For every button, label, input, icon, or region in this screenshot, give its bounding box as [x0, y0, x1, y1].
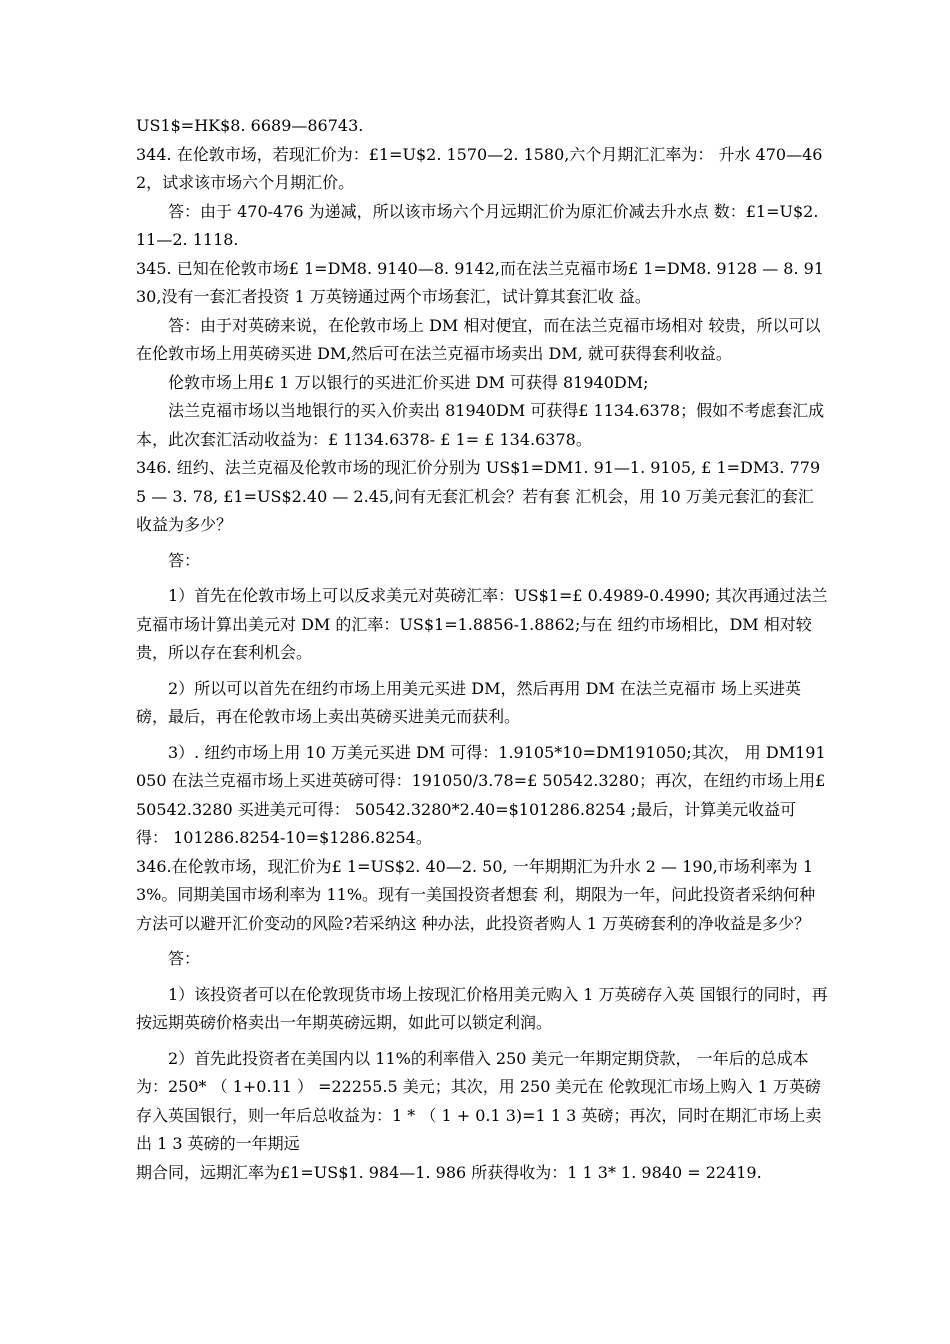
paragraph-1: US1$=HK$8. 6689—86743. [136, 116, 364, 135]
answer-346a-label: 答： [168, 550, 201, 570]
answer-346b-step-1: 1）该投资者可以在伦敦现货市场上按现汇价格用美元购入 1 万英磅存入英 国银行的同时，再按远期英磅价格卖出一年期英磅远期，如此可以锁定利润。 [136, 984, 828, 1032]
question-344: 344. 在伦敦市场，若现汇价为：£1=U$2. 1570—2. 1580,六个月期汇汇率为： 升水 470—462，试求该市场六个月期汇价。 [136, 144, 823, 192]
answer-346a-step-3: 3）. 纽约市场上用 10 万美元买进 DM 可得：1.9105*10=DM191050;其次， 用 DM191050 在法兰克福市场上买进英磅可得：191050/3.78=£ 50542.3280；再次，在纽约市场上用£ 50542.3280 买进美元可得： 50542.3280*2.40=$101286.8254 ;最后，计算美元收益可得： 101286.8254-10=$1286.8254。 [136, 742, 826, 847]
answer-344: 答：由于 470-476 为递减，所以该市场六个月远期汇价为原汇价减去升水点 数：£1=U$2. 11—2. 1118. [136, 201, 819, 249]
answer-345-step-2: 法兰克福市场以当地银行的买入价卖出 81940DM 可获得£ 1134.6378；假如不考虑套汇成本，此次套汇活动收益为：£ 1134.6378- £ 1= £ 134.6378。 [136, 401, 825, 449]
answer-345-step-1: 伦敦市场上用£ 1 万以银行的买进汇价买进 DM 可获得 81940DM; [168, 372, 649, 392]
answer-346b-label: 答： [168, 949, 201, 968]
question-345: 345. 已知在伦敦市场£ 1=DM8. 9140—8. 9142,而在法兰克福市场£ 1=DM8. 9128 — 8. 9130,没有一套汇者投资 1 万英镑通过两个市场套汇，试计算其套汇收 益。 [136, 258, 825, 306]
question-346a: 346. 纽约、法兰克福及伦敦市场的现汇价分别为 US$1=DM1. 91—1. 9105, £ 1=DM3. 7795 — 3. 78, £1=US$2.40 — 2.45,问有无套汇机会？若有套 汇机会，用 10 万美元套汇的套汇收益为多少？ [136, 458, 821, 534]
answer-346b-step-2: 2）首先此投资者在美国内以 11%的利率借入 250 美元一年期定期贷款， 一年后的总成本为：250* （ 1+0.11 ） =22255.5 美元；其次，用 250 美元在 伦敦现汇市场上购入 1 万英磅存入英国银行，则一年后总收益为：1 * （ 1 + 0.1 3)=1 1 3 英磅；再次，同时在期汇市场上卖出 1 3 英磅的一年期远 [136, 1048, 822, 1153]
answer-345-intro: 答：由于对英磅来说，在伦敦市场上 DM 相对便宜，而在法兰克福市场相对 较贵，所以可以在伦敦市场上用英磅买进 DM,然后可在法兰克福市场卖出 DM, 就可获得套利收益。 [136, 315, 821, 363]
question-346b: 346.在伦敦市场，现汇价为£ 1=US$2. 40—2. 50, 一年期期汇为升水 2 — 190,市场利率为 13%。同期美国市场利率为 11%。现有一美国投资者想套 利，期限为一年，问此投资者采纳何种方法可以避开汇价变动的风险?若采纳这 种办法，此投资者购人 1 万英磅套利的净收益是多少？ [136, 856, 816, 933]
answer-346a-step-2: 2）所以可以首先在纽约市场上用美元买进 DM，然后再用 DM 在法兰克福市 场上买进英磅，最后，再在伦敦市场上卖出英磅买进美元而获利。 [136, 678, 801, 726]
answer-346b-continuation: 期合同，远期汇率为£1=US$1. 984—1. 986 所获得收为：1 1 3* 1. 9840 = 22419. [136, 1162, 762, 1182]
answer-346a-step-1: 1）首先在伦敦市场上可以反求美元对英磅汇率：US$1=£ 0.4989-0.4990; 其次再通过法兰克福市场计算出美元对 DM 的汇率：US$1=1.8856-1.8862;与在 纽约市场相比，DM 相对较贵，所以存在套利机会。 [136, 586, 828, 662]
